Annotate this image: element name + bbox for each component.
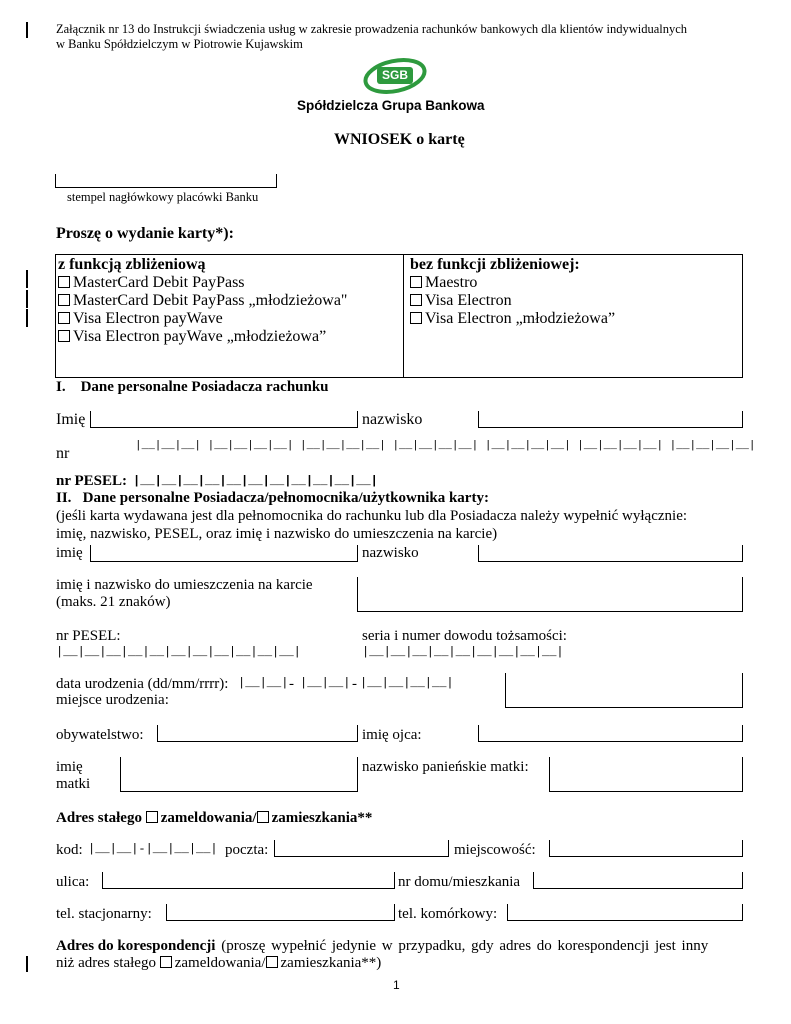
nazwisko2-label: nazwisko bbox=[362, 545, 419, 561]
bank-name: Spółdzielcza Grupa Bankowa bbox=[297, 98, 485, 113]
house-number-label: nr domu/mieszkania bbox=[398, 874, 521, 890]
correspondence-heading: Adres do korespondencji bbox=[56, 938, 216, 954]
account-number-segments[interactable]: |__|__|__| |__|__|__|__| |__|__|__|__| |__|__|__|__| |__|__|__|__| |__|__|__|__| |__|__|__|__| bbox=[135, 440, 756, 452]
card-type-table bbox=[55, 254, 743, 378]
date-dash: - bbox=[352, 676, 357, 692]
pesel2-label: nr PESEL: bbox=[56, 628, 121, 644]
table-divider bbox=[403, 255, 404, 377]
nazwisko2-field[interactable] bbox=[478, 545, 743, 562]
card-name-label-2: (maks. 21 znaków) bbox=[56, 594, 171, 610]
revision-bar bbox=[26, 270, 28, 288]
mobile-label: tel. komórkowy: bbox=[398, 906, 498, 922]
citizenship-label: obywatelstwo: bbox=[56, 727, 144, 743]
checkbox-registered[interactable] bbox=[160, 956, 172, 968]
pesel-label: nr PESEL: bbox=[56, 473, 127, 489]
checkbox[interactable] bbox=[58, 276, 70, 288]
postal-code-label: kod: bbox=[56, 842, 83, 858]
correspondence-text bbox=[56, 938, 741, 972]
card-option[interactable]: Visa Electron payWave „młodzieżowa” bbox=[58, 328, 347, 346]
revision-bar bbox=[26, 309, 28, 327]
card-name-field[interactable] bbox=[357, 577, 743, 612]
father-name-field[interactable] bbox=[478, 725, 743, 742]
citizenship-field[interactable] bbox=[157, 725, 358, 742]
revision-bar bbox=[26, 290, 28, 308]
card-option[interactable]: Visa Electron payWave bbox=[58, 310, 347, 328]
city-field[interactable] bbox=[549, 840, 743, 857]
street-field[interactable] bbox=[102, 872, 395, 889]
landline-label: tel. stacjonarny: bbox=[56, 906, 152, 922]
checkbox-registered[interactable] bbox=[146, 811, 158, 823]
page-number: 1 bbox=[393, 978, 400, 992]
revision-bar bbox=[26, 956, 28, 972]
mother-name-label-2: matki bbox=[56, 776, 91, 792]
imie-label: Imię bbox=[56, 411, 86, 428]
house-number-field[interactable] bbox=[533, 872, 743, 889]
card-option[interactable]: Maestro bbox=[410, 274, 615, 292]
imie2-label: imię bbox=[56, 545, 83, 561]
card-option[interactable]: MasterCard Debit PayPass „młodzieżowa" bbox=[58, 292, 347, 310]
header-line-1: Załącznik nr 13 do Instrukcji świadczenia usług w zakresie prowadzenia rachunków bankowych dla klientów indywidualnych bbox=[56, 22, 688, 36]
checkbox[interactable] bbox=[410, 312, 422, 324]
checkbox-residence[interactable] bbox=[266, 956, 278, 968]
pesel-segments[interactable]: |__|__|__|__|__|__|__|__|__|__|__| bbox=[133, 474, 378, 488]
birth-month-segments[interactable]: |__|__| bbox=[300, 676, 351, 690]
card-option[interactable]: Visa Electron „młodzieżowa” bbox=[410, 310, 615, 328]
card-name-label bbox=[56, 577, 313, 611]
street-label: ulica: bbox=[56, 874, 90, 890]
correspondence-line-2: niż adres stałego zameldowania/ zamieszkania**) bbox=[56, 955, 382, 971]
stamp-field bbox=[55, 174, 277, 188]
id-doc-label: seria i numer dowodu tożsamości: bbox=[362, 628, 567, 644]
correspondence-line-1: Adres do korespondencji (proszę wypełnić jedynie w przypadku, gdy adres do korespondencji jest inny bbox=[56, 938, 709, 954]
pesel2-segments[interactable]: |__|__|__|__|__|__|__|__|__|__|__| bbox=[56, 645, 301, 659]
section-2-note-2: imię, nazwisko, PESEL, oraz imię i nazwisko do umieszczenia na karcie) bbox=[56, 526, 498, 542]
postal-code-segments[interactable]: |__|__|-|__|__|__| bbox=[88, 842, 218, 856]
id-doc-segments[interactable]: |__|__|__|__|__|__|__|__|__| bbox=[362, 645, 564, 659]
nazwisko-field[interactable] bbox=[478, 411, 743, 428]
birth-place-field[interactable] bbox=[505, 673, 743, 708]
mother-maiden-label: nazwisko panieńskie matki: bbox=[362, 759, 529, 775]
landline-field[interactable] bbox=[166, 904, 395, 921]
contactless-column bbox=[58, 256, 347, 346]
post-office-label: poczta: bbox=[225, 842, 269, 858]
card-option[interactable]: MasterCard Debit PayPass bbox=[58, 274, 347, 292]
mother-name-field[interactable] bbox=[120, 757, 358, 792]
birth-day-segments[interactable]: |__|__| bbox=[238, 676, 289, 690]
contactless-header: z funkcją zbliżeniową bbox=[58, 256, 206, 273]
date-dash: - bbox=[289, 676, 294, 692]
request-heading: Proszę o wydanie karty*): bbox=[56, 225, 234, 242]
sgb-logo-text: SGB bbox=[381, 68, 408, 82]
checkbox[interactable] bbox=[58, 312, 70, 324]
checkbox[interactable] bbox=[58, 330, 70, 342]
birth-date-label: data urodzenia (dd/mm/rrrr): bbox=[56, 676, 229, 692]
birth-year-segments[interactable]: |__|__|__|__| bbox=[360, 676, 454, 690]
father-name-label: imię ojca: bbox=[362, 727, 422, 743]
address-heading: Adres stałego zameldowania/ zamieszkania** bbox=[56, 810, 373, 826]
checkbox[interactable] bbox=[410, 276, 422, 288]
section-2-note-1: (jeśli karta wydawana jest dla pełnomocnika do rachunku lub dla Posiadacza należy wypełnić wyłącznie: bbox=[56, 508, 688, 524]
stamp-label: stempel nagłówkowy placówki Banku bbox=[67, 190, 259, 204]
account-number-label: nr bbox=[56, 445, 70, 462]
header-line-2: w Banku Spółdzielczym w Piotrowie Kujawskim bbox=[56, 37, 303, 51]
nazwisko-label: nazwisko bbox=[362, 411, 423, 428]
section-1-heading: I. Dane personalne Posiadacza rachunku bbox=[56, 379, 329, 395]
checkbox-residence[interactable] bbox=[257, 811, 269, 823]
checkbox[interactable] bbox=[410, 294, 422, 306]
mother-name-label-1: imię bbox=[56, 759, 83, 775]
mother-maiden-field[interactable] bbox=[549, 757, 743, 792]
revision-bar bbox=[26, 22, 28, 38]
sgb-logo bbox=[355, 56, 435, 96]
non-contactless-header: bez funkcji zbliżeniowej: bbox=[410, 256, 580, 273]
checkbox[interactable] bbox=[58, 294, 70, 306]
section-2-heading: II. Dane personalne Posiadacza/pełnomocnika/użytkownika karty: bbox=[56, 490, 489, 506]
imie2-field[interactable] bbox=[90, 545, 358, 562]
birth-place-label: miejsce urodzenia: bbox=[56, 692, 169, 708]
card-option[interactable]: Visa Electron bbox=[410, 292, 615, 310]
page-title: WNIOSEK o kartę bbox=[334, 131, 465, 148]
non-contactless-column bbox=[410, 256, 615, 328]
card-name-label-1: imię i nazwisko do umieszczenia na karcie bbox=[56, 577, 313, 593]
imie-field[interactable] bbox=[90, 411, 358, 428]
attachment-header bbox=[56, 22, 687, 52]
mother-name-label bbox=[56, 759, 90, 793]
post-office-field[interactable] bbox=[274, 840, 449, 857]
city-label: miejscowość: bbox=[454, 842, 536, 858]
mobile-field[interactable] bbox=[507, 904, 743, 921]
